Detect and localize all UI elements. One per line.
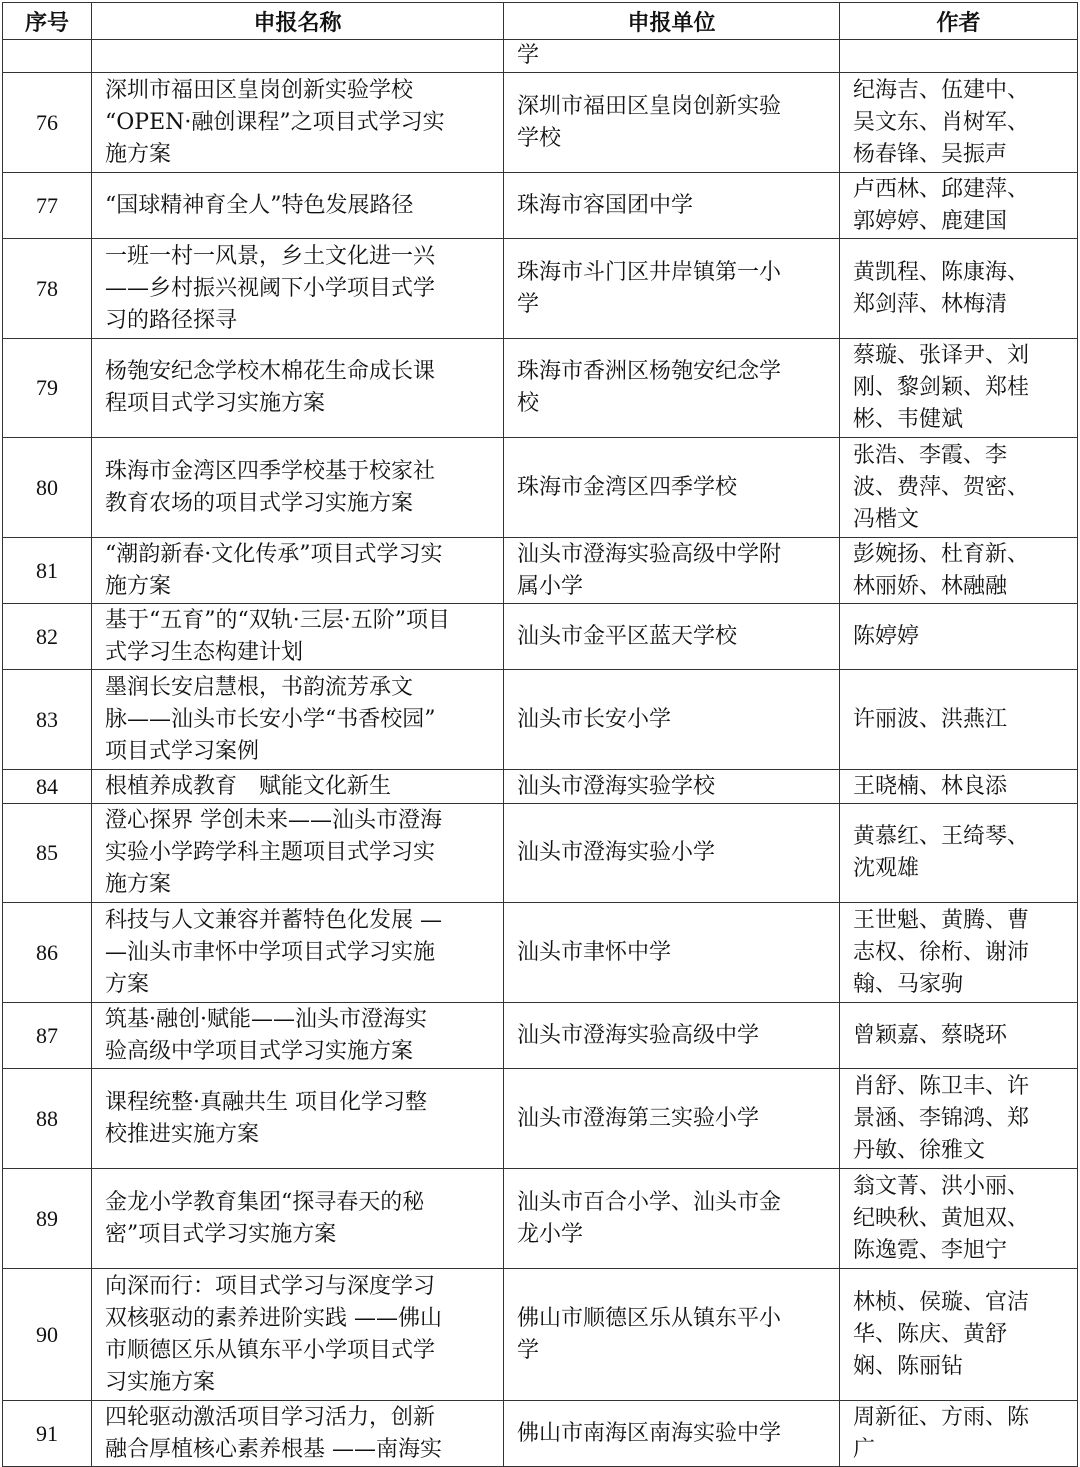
row-authors: 许丽波、洪燕江 <box>840 670 1078 770</box>
row-index: 81 <box>3 538 92 604</box>
table-row <box>3 73 1078 173</box>
row-unit: 珠海市斗门区井岸镇第一小 学 <box>504 239 840 339</box>
row-authors: 陈婷婷 <box>840 604 1078 670</box>
row-unit: 深圳市福田区皇岗创新实验 学校 <box>504 73 840 173</box>
table-row <box>3 804 1078 903</box>
row-name: 珠海市金湾区四季学校基于校家社 教育农场的项目式学习实施方案 <box>92 438 504 538</box>
row-authors: 黄凯程、陈康海、 郑剑萍、林梅清 <box>840 239 1078 339</box>
row-name: 根植养成教育 赋能文化新生 <box>92 770 504 804</box>
table-row <box>3 1169 1078 1269</box>
row-name: “潮韵新春·文化传承”项目式学习实 施方案 <box>92 538 504 604</box>
row-name: 一班一村一风景，乡土文化进一兴 ——乡村振兴视阈下小学项目式学 习的路径探寻 <box>92 239 504 339</box>
row-unit: 汕头市金平区蓝天学校 <box>504 604 840 670</box>
table-row <box>3 1401 1078 1467</box>
row-index: 91 <box>3 1401 92 1467</box>
row-index: 89 <box>3 1169 92 1269</box>
row-index: 88 <box>3 1069 92 1169</box>
row-index: 76 <box>3 73 92 173</box>
table-header-row <box>3 3 1078 40</box>
row-unit: 学 <box>504 40 840 73</box>
row-name: 课程统整·真融共生 项目化学习整 校推进实施方案 <box>92 1069 504 1169</box>
row-name: “国球精神育全人”特色发展路径 <box>92 173 504 239</box>
table-row <box>3 770 1078 804</box>
row-unit: 汕头市长安小学 <box>504 670 840 770</box>
row-index: 77 <box>3 173 92 239</box>
table-row <box>3 538 1078 604</box>
row-name: 科技与人文兼容并蓄特色化发展 — —汕头市聿怀中学项目式学习实施 方案 <box>92 903 504 1003</box>
header-index: 序号 <box>3 3 92 40</box>
table-row <box>3 239 1078 339</box>
header-authors: 作者 <box>840 3 1078 40</box>
row-unit: 汕头市百合小学、汕头市金 龙小学 <box>504 1169 840 1269</box>
table-row <box>3 903 1078 1003</box>
row-name: 基于“五育”的“双轨·三层·五阶”项目 式学习生态构建计划 <box>92 604 504 670</box>
row-authors: 林桢、侯璇、官洁 华、陈庆、黄舒 娴、陈丽钻 <box>840 1269 1078 1401</box>
row-index: 78 <box>3 239 92 339</box>
row-unit: 珠海市容国团中学 <box>504 173 840 239</box>
header-unit: 申报单位 <box>504 3 840 40</box>
row-name: 杨匏安纪念学校木棉花生命成长课 程项目式学习实施方案 <box>92 339 504 438</box>
row-authors: 曾颖嘉、蔡晓环 <box>840 1003 1078 1069</box>
row-authors: 王晓楠、林良添 <box>840 770 1078 804</box>
table-row <box>3 1069 1078 1169</box>
row-index: 87 <box>3 1003 92 1069</box>
row-index: 80 <box>3 438 92 538</box>
table-row <box>3 173 1078 239</box>
row-unit: 汕头市聿怀中学 <box>504 903 840 1003</box>
row-authors: 张浩、李霞、李 波、费萍、贺密、 冯楷文 <box>840 438 1078 538</box>
row-authors: 周新征、方雨、陈 广 <box>840 1401 1078 1467</box>
table-row <box>3 1003 1078 1069</box>
table-row <box>3 339 1078 438</box>
row-unit: 珠海市金湾区四季学校 <box>504 438 840 538</box>
row-authors: 黄慕红、王绮琴、 沈观雄 <box>840 804 1078 903</box>
row-name: 澄心探界 学创未来——汕头市澄海 实验小学跨学科主题项目式学习实 施方案 <box>92 804 504 903</box>
table-row <box>3 670 1078 770</box>
row-index: 86 <box>3 903 92 1003</box>
row-name: 向深而行：项目式学习与深度学习 双核驱动的素养进阶实践 ——佛山 市顺德区乐从镇东平小学项目式学 习实施方案 <box>92 1269 504 1401</box>
row-unit: 汕头市澄海实验小学 <box>504 804 840 903</box>
row-authors: 卢西林、邱建萍、 郭婷婷、鹿建国 <box>840 173 1078 239</box>
row-index: 85 <box>3 804 92 903</box>
row-name <box>92 40 504 73</box>
table-row <box>3 1269 1078 1401</box>
row-name: 墨润长安启慧根，书韵流芳承文 脉——汕头市长安小学“书香校园” 项目式学习案例 <box>92 670 504 770</box>
row-index: 79 <box>3 339 92 438</box>
table-row <box>3 604 1078 670</box>
row-unit: 汕头市澄海实验高级中学 <box>504 1003 840 1069</box>
row-name: 金龙小学教育集团“探寻春天的秘 密”项目式学习实施方案 <box>92 1169 504 1269</box>
award-list-table <box>2 2 1078 1467</box>
row-authors <box>840 40 1078 73</box>
row-index: 90 <box>3 1269 92 1401</box>
row-name: 深圳市福田区皇岗创新实验学校 “OPEN·融创课程”之项目式学习实 施方案 <box>92 73 504 173</box>
row-authors: 肖舒、陈卫丰、许 景涵、李锦鸿、郑 丹敏、徐雅文 <box>840 1069 1078 1169</box>
row-authors: 纪海吉、伍建中、 吴文东、肖树军、 杨春锋、吴振声 <box>840 73 1078 173</box>
table-row <box>3 40 1078 73</box>
row-unit: 珠海市香洲区杨匏安纪念学 校 <box>504 339 840 438</box>
row-index: 84 <box>3 770 92 804</box>
header-name: 申报名称 <box>92 3 504 40</box>
table-row <box>3 438 1078 538</box>
row-name: 筑基·融创·赋能——汕头市澄海实 验高级中学项目式学习实施方案 <box>92 1003 504 1069</box>
row-unit: 汕头市澄海第三实验小学 <box>504 1069 840 1169</box>
row-unit: 佛山市南海区南海实验中学 <box>504 1401 840 1467</box>
row-authors: 翁文菁、洪小丽、 纪映秋、黄旭双、 陈逸霓、李旭宁 <box>840 1169 1078 1269</box>
row-index: 82 <box>3 604 92 670</box>
row-authors: 彭婉扬、杜育新、 林丽娇、林融融 <box>840 538 1078 604</box>
row-index <box>3 40 92 73</box>
row-unit: 汕头市澄海实验学校 <box>504 770 840 804</box>
row-index: 83 <box>3 670 92 770</box>
row-unit: 佛山市顺德区乐从镇东平小 学 <box>504 1269 840 1401</box>
row-name: 四轮驱动激活项目学习活力，创新 融合厚植核心素养根基 ——南海实 <box>92 1401 504 1467</box>
row-authors: 蔡璇、张译尹、刘 刚、黎剑颖、郑桂 彬、韦健斌 <box>840 339 1078 438</box>
row-authors: 王世魁、黄腾、曹 志权、徐桁、谢沛 翰、马家驹 <box>840 903 1078 1003</box>
row-unit: 汕头市澄海实验高级中学附 属小学 <box>504 538 840 604</box>
